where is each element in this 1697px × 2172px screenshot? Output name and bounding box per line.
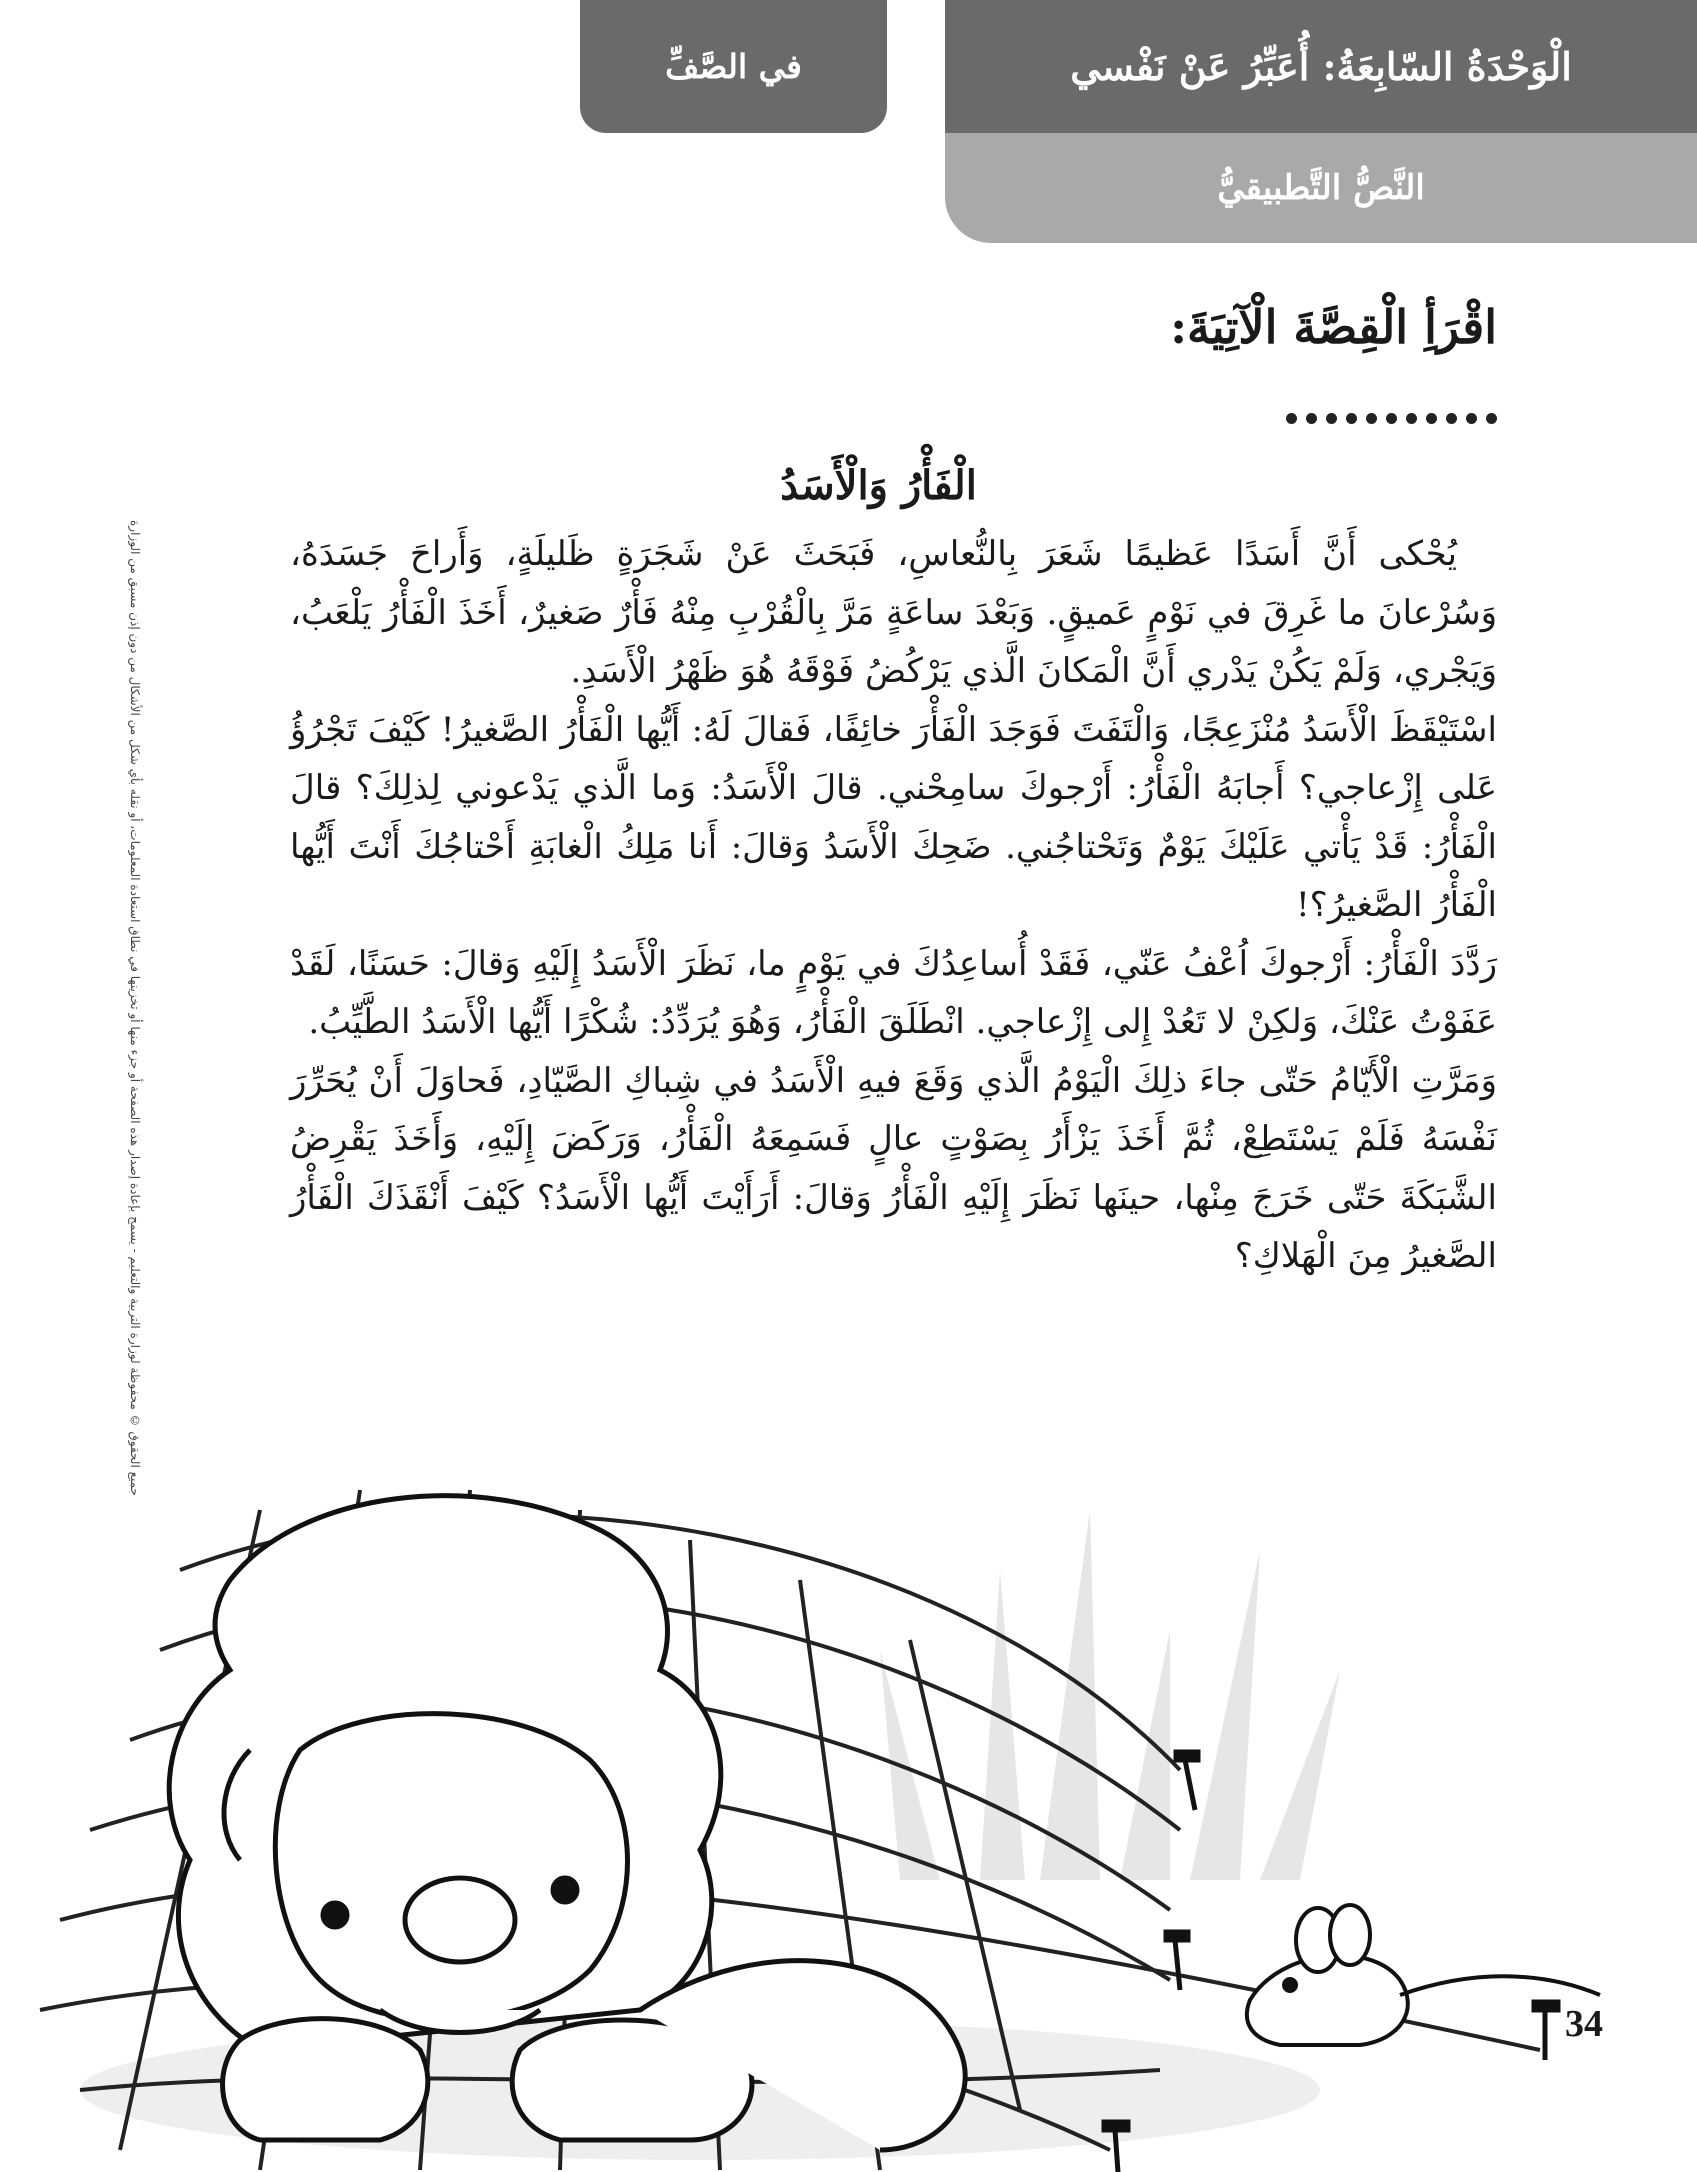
- class-tab-label: في الصَّفِّ: [665, 47, 802, 86]
- story-paragraph-1: يُحْكى أَنَّ أَسَدًا عَظيمًا شَعَرَ بِالنُّعاسِ، فَبَحَثَ عَنْ شَجَرَةٍ ظَليلَةٍ، وَأَراحَ جَسَدَهُ، وَسُرْعانَ ما غَرِقَ في نَوْمٍ عَميقٍ. وَبَعْدَ ساعَةٍ مَرَّ بِالْقُرْبِ مِنْهُ فَأْرٌ صَغيرٌ، أَخَذَ الْفَأْرُ يَلْعَبُ، وَيَجْري، وَلَمْ يَكُنْ يَدْري أَنَّ الْمَكانَ الَّذي يَرْكُضُ فَوْقَهُ هُوَ ظَهْرُ الْأَسَدِ.: [290, 534, 1497, 691]
- section-title: النَّصُّ التَّطبيقيُّ: [1217, 168, 1425, 208]
- unit-title-bar: [945, 0, 1697, 133]
- dotted-divider: [1286, 413, 1497, 424]
- story-paragraph-3: رَدَّدَ الْفَأْرُ: أَرْجوكَ اُعْفُ عَنّي، فَقَدْ أُساعِدُكَ في يَوْمٍ ما، نَظَرَ الْأَسَدُ إِلَيْهِ وَقالَ: حَسَنًا، لَقَدْ عَفَوْتُ عَنْكَ، وَلكِنْ لا تَعُدْ إِلى إِزْعاجي. انْطَلَقَ الْفَأْرُ، وَهُوَ يُرَدِّدُ: شُكْرًا أَيُّها الْأَسَدُ الطَّيِّبُ.: [290, 943, 1497, 1042]
- page-number: 34: [1565, 2003, 1603, 2045]
- section-title-bar: [945, 133, 1697, 243]
- instruction-heading: اقْرَأِ الْقِصَّةَ الْآتِيَةَ:: [1170, 300, 1497, 354]
- lion-net-mouse-illustration: [0, 1450, 1697, 2172]
- story-paragraph-4: وَمَرَّتِ الْأَيّامُ حَتّى جاءَ ذلِكَ الْيَوْمُ الَّذي وَقَعَ فيهِ الْأَسَدُ في شِباكِ الصَّيّادِ، فَحاوَلَ أَنْ يُحَرِّرَ نَفْسَهُ فَلَمْ يَسْتَطِعْ، ثُمَّ أَخَذَ يَزْأَرُ بِصَوْتٍ عالٍ فَسَمِعَهُ الْفَأْرُ، وَرَكَضَ إِلَيْهِ، وَأَخَذَ يَقْرِضُ الشَّبَكَةَ حَتّى خَرَجَ مِنْها، حينَها نَظَرَ إِلَيْهِ الْفَأْرُ وَقالَ: أَرَأَيْتَ أَيُّها الْأَسَدُ؟ كَيْفَ أَنْقَذَكَ الْفَأْرُ الصَّغيرُ مِنَ الْهَلاكِ؟: [290, 1060, 1497, 1276]
- story-paragraph-2: اسْتَيْقَظَ الْأَسَدُ مُنْزَعِجًا، وَالْتَفَتَ فَوَجَدَ الْفَأْرَ خائِفًا، فَقالَ لَهُ: أَيُّها الْفَأْرُ الصَّغيرُ! كَيْفَ تَجْرُؤُ عَلى إِزْعاجي؟ أَجابَهُ الْفَأْرُ: أَرْجوكَ سامِحْني. قالَ الْأَسَدُ: وَما الَّذي يَدْعوني لِذلِكَ؟ قالَ الْفَأْرُ: قَدْ يَأْتي عَلَيْكَ يَوْمٌ وَتَحْتاجُني. ضَحِكَ الْأَسَدُ وَقالَ: أَنا مَلِكُ الْغابَةِ أَحْتاجُكَ أَنْتَ أَيُّها الْفَأْرُ الصَّغيرُ؟!: [290, 709, 1497, 925]
- class-tab: [580, 0, 887, 133]
- unit-title: الْوَحْدَةُ السّابِعَةُ: أُعَبِّرُ عَنْ نَفْسي: [1070, 44, 1572, 89]
- story-title: الْفَأْرُ وَالْأَسَدُ: [780, 462, 977, 509]
- copyright-note: جميع الحقوق © محفوظة لوزارة التربية والتعليم - يسمح بإعادة إصدار هذه الصفحة أو جزء منها أو تخزينها في نطاق استعادة المعلومات، أو نقله بأي شكل من الأشكال من دون إذن مسبق من الوزارة: [128, 520, 142, 1496]
- story-body: [290, 525, 1497, 1286]
- story-title-row: [0, 462, 1697, 509]
